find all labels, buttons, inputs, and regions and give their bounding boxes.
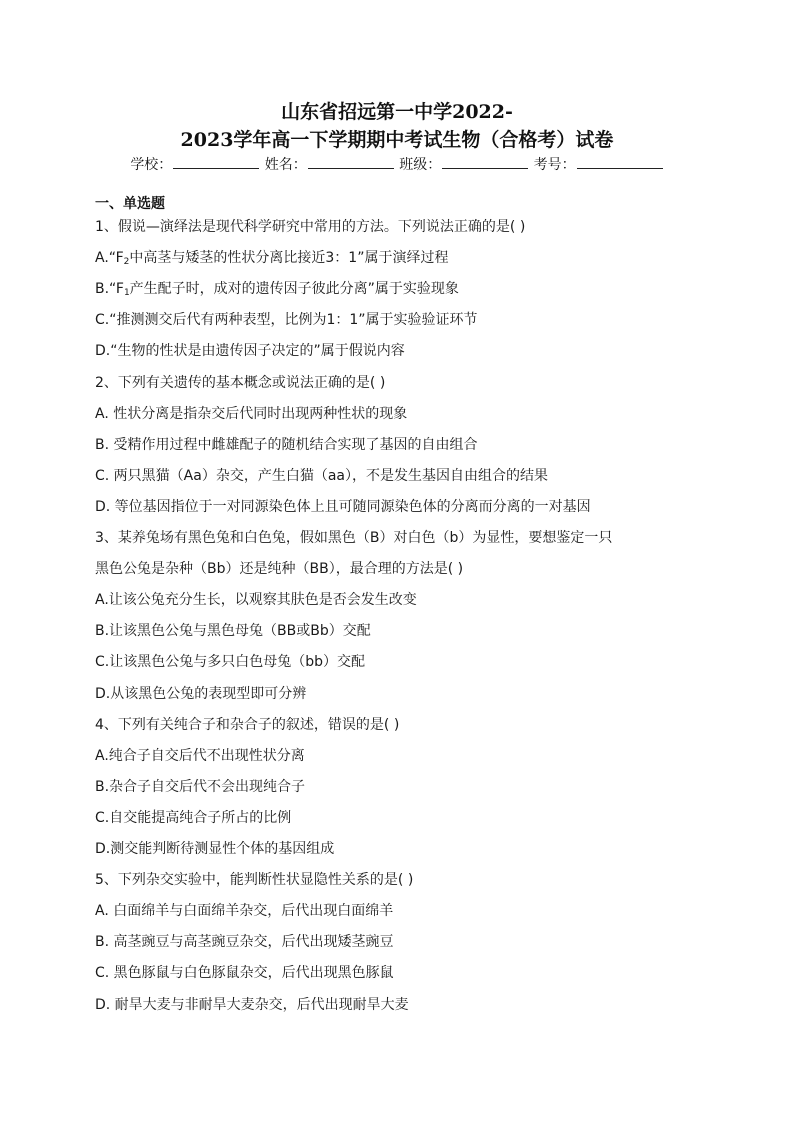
answer-option (95, 900, 393, 920)
option-text: B. 高茎豌豆与高茎豌豆杂交，后代出现矮茎豌豆 (95, 934, 394, 951)
answer-option (95, 683, 306, 703)
answer-option (95, 962, 394, 982)
school-label: 学校： (130, 157, 173, 173)
exam-number-blank (577, 154, 663, 169)
question-stem: 2、下列有关遗传的基本概念或说法正确的是( ) (95, 374, 386, 391)
option-text: D. 等位基因指位于一对同源染色体上且可随同源染色体的分离而分离的一对基因 (95, 498, 591, 515)
option-text: A. 性状分离是指杂交后代同时出现两种性状的现象 (95, 405, 408, 422)
option-text: C.自交能提高纯合子所占的比例 (95, 809, 292, 826)
option-text: A. 白面绵羊与白面绵羊杂交，后代出现白面绵羊 (95, 903, 394, 920)
exam-title-line1: 山东省招远第一中学2022- (281, 101, 513, 123)
answer-option (95, 651, 365, 671)
school-blank (173, 154, 259, 169)
question-stem: 黑色公兔是杂种（Bb）还是纯种（BB），最合理的方法是( ) (95, 561, 464, 578)
option-subscript: 2 (123, 257, 130, 268)
answer-option (95, 807, 291, 827)
question-stem: 4、下列有关纯合子和杂合子的叙述，错误的是( ) (95, 716, 400, 733)
option-text: C.“推测测交后代有两种表型，比例为1：1”属于实验验证环节 (95, 312, 478, 329)
name-label: 姓名： (264, 157, 307, 173)
option-text: D.从该黑色公兔的表现型即可分辨 (95, 685, 307, 702)
option-text-tail: 产生配子时，成对的遗传因子彼此分离”属于实验现象 (129, 281, 459, 298)
answer-option (95, 620, 371, 640)
class-blank (442, 154, 528, 169)
answer-option (95, 309, 478, 329)
answer-option (95, 340, 405, 360)
answer-option (95, 776, 305, 796)
question-stem: 5、下列杂交实验中，能判断性状显隐性关系的是( ) (95, 872, 414, 889)
exam-title-line2: 2023学年高一下学期期中考试生物（合格考）试卷 (180, 129, 614, 151)
answer-option (95, 931, 394, 951)
question-stem: 3、某养兔场有黑色兔和白色兔，假如黑色（B）对白色（b）为显性，要想鉴定一只 (95, 530, 613, 546)
question-stem: 1、假说—演绎法是现代科学研究中常用的方法。下列说法正确的是( ) (95, 219, 526, 235)
answer-option (95, 403, 407, 423)
answer-option (95, 496, 591, 516)
option-text: C.让该黑色公兔与多只白色母兔（bb）交配 (95, 654, 365, 671)
answer-option (95, 745, 305, 765)
option-text: D.测交能判断待测显性个体的基因组成 (95, 841, 335, 857)
option-text: D.“生物的性状是由遗传因子决定的”属于假说内容 (95, 343, 405, 360)
answer-option (95, 434, 478, 454)
option-text: D. 耐旱大麦与非耐旱大麦杂交，后代出现耐旱大麦 (95, 996, 409, 1013)
answer-option (95, 247, 448, 267)
section-heading: 一、单选题 (95, 196, 165, 212)
student-info-line (0, 154, 794, 174)
answer-option (95, 589, 417, 609)
exam-number-label: 考号： (533, 157, 576, 173)
option-text: A.纯合子自交后代不出现性状分离 (95, 747, 305, 764)
name-blank (308, 154, 394, 169)
option-text: C. 两只黑猫（Aa）杂交，产生白猫（aa），不是发生基因自由组合的结果 (95, 467, 548, 484)
option-text: A.让该公兔充分生长，以观察其肤色是否会发生改变 (95, 592, 417, 609)
option-text: A.“F (95, 250, 124, 267)
option-text: B.让该黑色公兔与黑色母兔（BB或Bb）交配 (95, 623, 371, 640)
answer-option (95, 838, 334, 858)
answer-option (95, 278, 459, 298)
option-text-tail: 中高茎与矮茎的性状分离比接近3：1”属于演绎过程 (129, 250, 449, 267)
option-text: B.“F (95, 281, 124, 298)
answer-option (95, 994, 409, 1014)
option-text: B.杂合子自交后代不会出现纯合子 (95, 778, 306, 795)
option-subscript: 1 (123, 288, 130, 299)
answer-option (95, 465, 548, 485)
option-text: B. 受精作用过程中雌雄配子的随机结合实现了基因的自由组合 (95, 436, 478, 453)
class-label: 班级： (399, 157, 442, 173)
option-text: C. 黑色豚鼠与白色豚鼠杂交，后代出现黑色豚鼠 (95, 965, 394, 982)
